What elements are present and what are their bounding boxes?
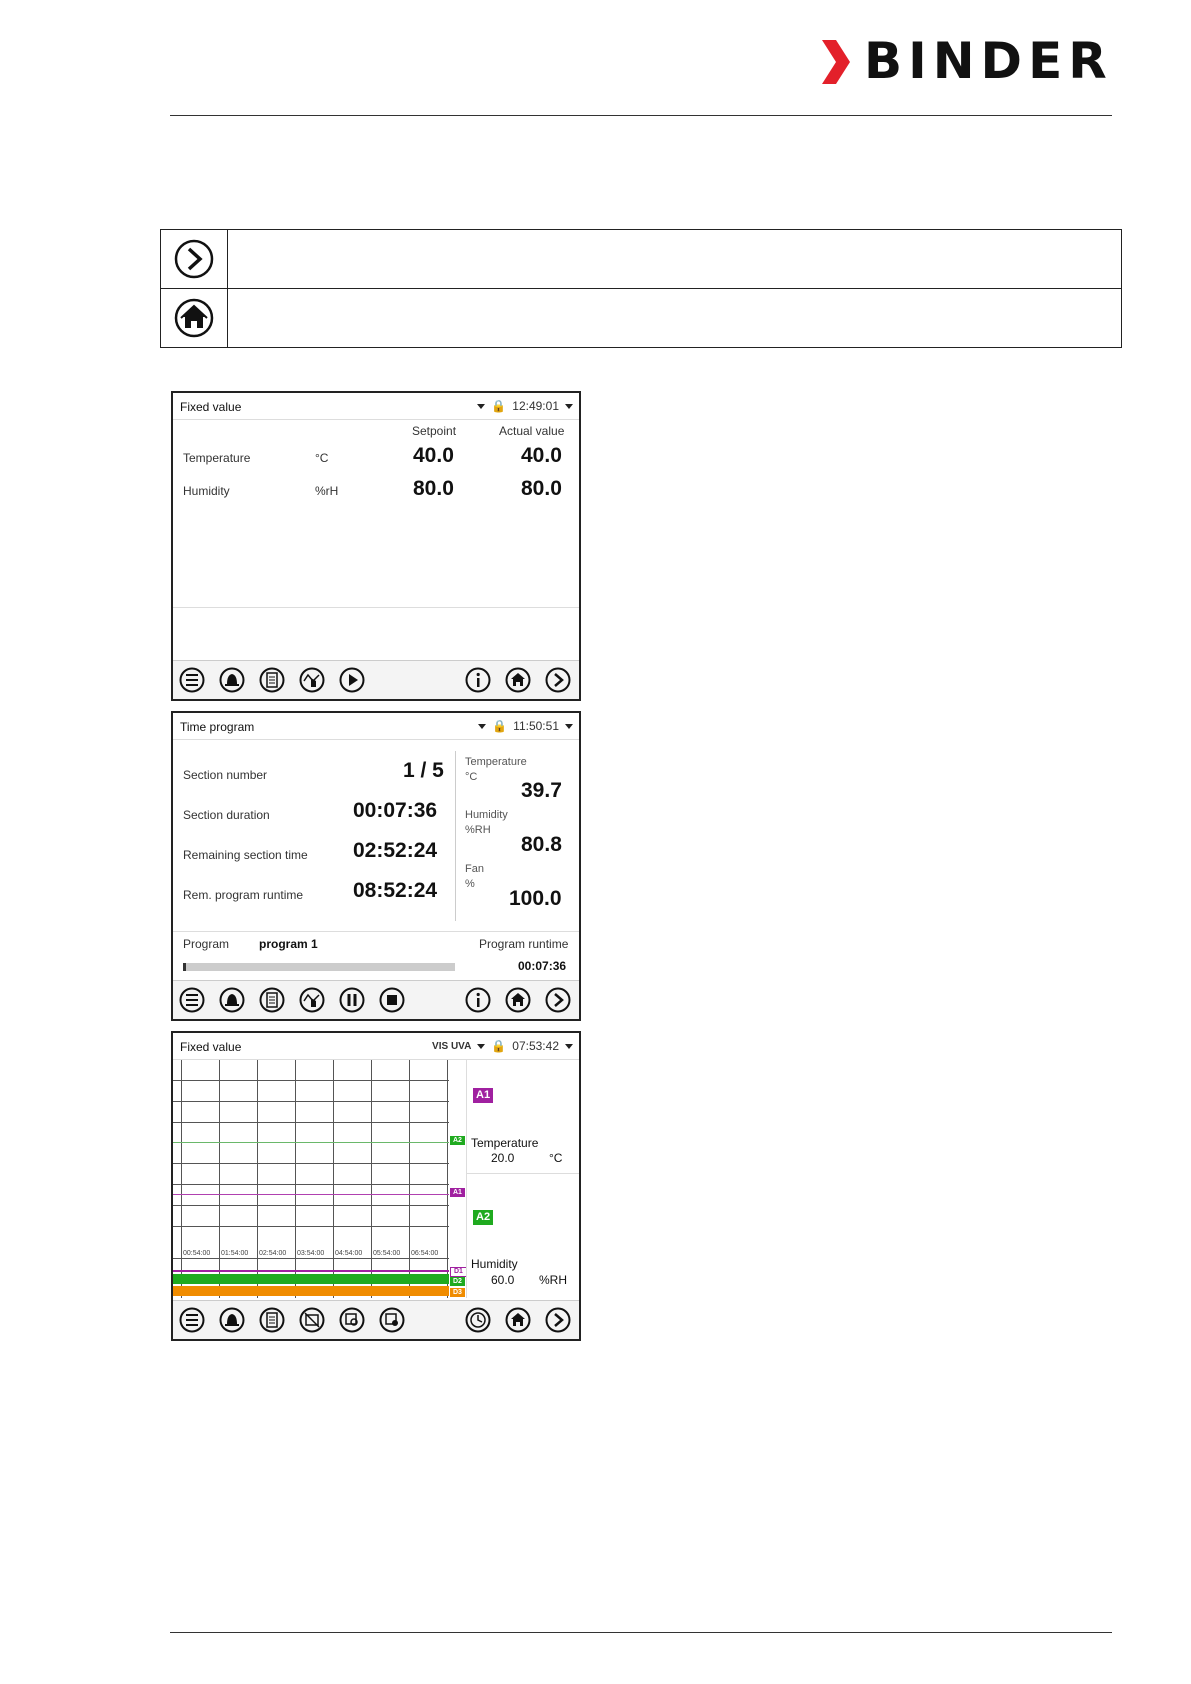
grid-line xyxy=(173,1205,449,1206)
grid-line xyxy=(257,1060,258,1298)
tick-label: 06:54:00 xyxy=(411,1250,439,1257)
actual-value: 40.0 xyxy=(521,444,562,467)
dropdown-icon[interactable] xyxy=(565,404,573,409)
section-duration-label: Section duration xyxy=(183,808,270,822)
divider xyxy=(173,607,579,608)
grid-line xyxy=(447,1060,448,1298)
hum-unit: %RH xyxy=(539,1273,568,1287)
menu-icon[interactable] xyxy=(179,987,205,1013)
a1-badge[interactable]: A1 xyxy=(473,1088,493,1103)
chart-toggle-icon[interactable] xyxy=(299,1307,325,1333)
play-icon[interactable] xyxy=(339,667,365,693)
trend-chart[interactable] xyxy=(173,1060,449,1298)
divider xyxy=(173,931,579,932)
grid-line xyxy=(371,1060,372,1298)
notes-icon[interactable] xyxy=(259,987,285,1013)
remaining-label: Remaining section time xyxy=(183,848,308,862)
temperature-line xyxy=(173,1194,449,1195)
binder-logo xyxy=(822,32,1113,90)
grid-line xyxy=(173,1122,449,1123)
temp-value: 20.0 xyxy=(491,1151,515,1165)
info-icon[interactable] xyxy=(465,987,491,1013)
grid-line xyxy=(181,1060,182,1298)
program-name: program 1 xyxy=(259,937,318,951)
header-rule xyxy=(170,115,1112,116)
section-duration: 00:07:36 xyxy=(353,799,438,822)
touch-program-icon[interactable] xyxy=(299,667,325,693)
toolbar xyxy=(173,1300,579,1339)
lock-icon: 🔒 xyxy=(491,399,507,413)
menu-icon[interactable] xyxy=(179,1307,205,1333)
section-number: 1 / 5 xyxy=(403,759,444,782)
screen-time-program xyxy=(171,711,581,1021)
status-area[interactable] xyxy=(478,719,573,733)
tick-label: 05:54:00 xyxy=(373,1250,401,1257)
hum-label: Humidity xyxy=(465,809,508,821)
temp-label: Temperature xyxy=(465,756,527,768)
description-cell xyxy=(228,289,1122,348)
tick-label: 02:54:00 xyxy=(259,1250,287,1257)
d1-bar xyxy=(173,1270,449,1272)
touch-program-icon[interactable] xyxy=(299,987,325,1013)
divider xyxy=(467,1173,579,1174)
info-icon[interactable] xyxy=(465,667,491,693)
menu-icon[interactable] xyxy=(179,667,205,693)
grid-line xyxy=(333,1060,334,1298)
status-area[interactable] xyxy=(432,1039,573,1053)
grid-line xyxy=(173,1258,449,1259)
runtime-value: 00:07:36 xyxy=(518,959,567,973)
temp-value: 39.7 xyxy=(521,779,562,802)
chevron-right-icon[interactable] xyxy=(545,1307,571,1333)
screen-header xyxy=(173,393,579,420)
home-icon[interactable] xyxy=(505,1307,531,1333)
tick-label: 04:54:00 xyxy=(335,1250,363,1257)
divider xyxy=(455,751,456,921)
rem-program-time: 08:52:24 xyxy=(353,879,438,902)
fan-value: 100.0 xyxy=(509,887,562,910)
rem-program-label: Rem. program runtime xyxy=(183,888,304,902)
notes-icon[interactable] xyxy=(259,667,285,693)
runtime-label: Program runtime xyxy=(479,937,569,951)
d1-tag: D1 xyxy=(450,1267,467,1277)
dropdown-icon[interactable] xyxy=(565,1044,573,1049)
row-unit: %rH xyxy=(315,484,339,498)
alarm-bell-icon[interactable] xyxy=(219,987,245,1013)
vis-uva-label: VIS UVA xyxy=(432,1040,472,1052)
d3-tag: D3 xyxy=(450,1288,465,1297)
tick-label: 03:54:00 xyxy=(297,1250,325,1257)
toolbar xyxy=(173,660,579,699)
table-row xyxy=(161,289,1122,348)
row-label: Temperature xyxy=(183,451,251,465)
table-row xyxy=(161,230,1122,289)
grid-line xyxy=(295,1060,296,1298)
screen-fixed-value xyxy=(171,391,581,701)
section-number-label: Section number xyxy=(183,768,268,782)
fan-unit: % xyxy=(465,878,475,890)
progress-bar xyxy=(183,963,455,971)
lock-icon: 🔒 xyxy=(492,719,508,733)
clock-icon[interactable] xyxy=(465,1307,491,1333)
grid-line xyxy=(173,1184,449,1185)
col-setpoint: Setpoint xyxy=(412,424,457,438)
stop-icon[interactable] xyxy=(379,987,405,1013)
dropdown-icon[interactable] xyxy=(477,404,485,409)
home-icon xyxy=(173,297,215,339)
chevron-right-icon[interactable] xyxy=(545,987,571,1013)
alarm-bell-icon[interactable] xyxy=(219,1307,245,1333)
screen-title: Fixed value xyxy=(180,400,242,414)
footer-rule xyxy=(170,1632,1112,1633)
remaining-time: 02:52:24 xyxy=(353,839,438,862)
brand-name: BINDER xyxy=(864,32,1113,90)
screen-header xyxy=(173,1033,579,1060)
hum-unit: %RH xyxy=(465,824,491,836)
grid-line xyxy=(173,1163,449,1164)
setpoint-value[interactable]: 80.0 xyxy=(413,477,454,500)
icon-cell xyxy=(161,289,228,348)
program-label: Program xyxy=(183,937,230,951)
progress-fill xyxy=(183,963,186,971)
temp-unit: °C xyxy=(549,1151,563,1165)
chart-zoom-icon[interactable] xyxy=(339,1307,365,1333)
col-actual: Actual value xyxy=(499,424,565,438)
dropdown-icon[interactable] xyxy=(477,1044,485,1049)
hum-value: 80.8 xyxy=(521,833,562,856)
notes-icon[interactable] xyxy=(259,1307,285,1333)
status-area[interactable] xyxy=(477,399,573,413)
chevron-right-icon[interactable] xyxy=(545,667,571,693)
screen-title: Time program xyxy=(180,720,255,734)
alarm-bell-icon[interactable] xyxy=(219,667,245,693)
icon-table xyxy=(160,229,1122,348)
home-icon[interactable] xyxy=(505,667,531,693)
screen-header xyxy=(173,713,579,740)
tick-label: 00:54:00 xyxy=(183,1250,211,1257)
actual-value: 80.0 xyxy=(521,477,562,500)
a2-line-tag: A2 xyxy=(450,1136,465,1145)
screen-chart-view xyxy=(171,1031,581,1341)
hum-label: Humidity xyxy=(471,1257,518,1271)
dropdown-icon[interactable] xyxy=(478,724,486,729)
clock-time: 11:50:51 xyxy=(513,719,559,733)
chart-settings-icon[interactable] xyxy=(379,1307,405,1333)
setpoint-value[interactable]: 40.0 xyxy=(413,444,454,467)
grid-line xyxy=(173,1080,449,1081)
toolbar xyxy=(173,980,579,1019)
divider xyxy=(466,1060,467,1298)
a1-line-tag: A1 xyxy=(450,1188,465,1197)
pause-icon[interactable] xyxy=(339,987,365,1013)
grid-line xyxy=(409,1060,410,1298)
temp-unit: °C xyxy=(465,771,478,783)
screen-title: Fixed value xyxy=(180,1040,242,1054)
grid-line xyxy=(173,1226,449,1227)
grid-line xyxy=(219,1060,220,1298)
icon-cell xyxy=(161,230,228,289)
lock-icon: 🔒 xyxy=(491,1039,507,1053)
row-unit: °C xyxy=(315,451,329,465)
hum-value: 60.0 xyxy=(491,1273,515,1287)
d2-bar xyxy=(173,1274,449,1284)
temp-label: Temperature xyxy=(471,1136,539,1150)
chevron-right-circle-icon xyxy=(173,238,215,280)
fan-label: Fan xyxy=(465,863,484,875)
a2-badge[interactable]: A2 xyxy=(473,1210,493,1225)
home-icon[interactable] xyxy=(505,987,531,1013)
tick-label: 01:54:00 xyxy=(221,1250,249,1257)
d2-tag: D2 xyxy=(450,1277,465,1286)
clock-time: 12:49:01 xyxy=(512,399,559,413)
clock-time: 07:53:42 xyxy=(512,1039,559,1053)
binder-logo-mark xyxy=(822,40,852,84)
humidity-line xyxy=(173,1142,449,1143)
description-cell xyxy=(228,230,1122,289)
d3-bar xyxy=(173,1286,449,1296)
dropdown-icon[interactable] xyxy=(565,724,573,729)
row-label: Humidity xyxy=(183,484,230,498)
grid-line xyxy=(173,1101,449,1102)
